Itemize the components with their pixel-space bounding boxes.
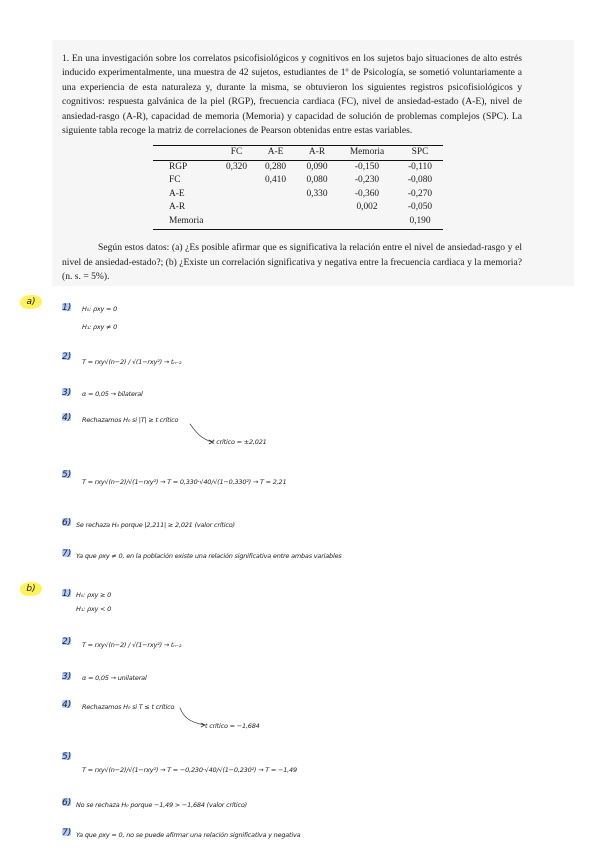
hw-line: T = rxy√(n−2)/√(1−rxy²) → T = −0,230·√40/√(1−0,230²) → T = −1,49 bbox=[82, 766, 297, 774]
hw-line: H₁: ρxy ≠ 0 bbox=[82, 323, 118, 331]
table-cell: 0,090 bbox=[306, 161, 328, 172]
problem-statement: 1. En una investigación sobre los correlatos psicofisiológicos y cognitivos en los sujetos bajo situaciones de alto estrés inducido experimentalmente, una muestra de 42 sujetos, estudiantes de 1º de Psicología, se sometió voluntariamente a una experiencia de esta naturaleza y, durante la misma, se obtuvieron los siguientes registros psicofisiológicos y cognitivos: respuesta galvánica de la piel (RGP), frecuencia cardiaca (FC), nivel de ansiedad-estado (A-E), nivel de ansiedad-rasgo (A-R), capacidad de memoria (Memoria) y capacidad de solución de problemas complejos (SPC). La siguiente tabla recoge la matriz de correlaciones de Pearson obtenidas entre estas variables. bbox=[62, 53, 522, 137]
hw-step-number: 6) bbox=[62, 518, 72, 528]
hw-step-number: 5) bbox=[62, 470, 72, 480]
table-cell: 0,080 bbox=[306, 175, 328, 186]
table-header-cell: SPC bbox=[397, 146, 443, 161]
table-cell: 0,280 bbox=[264, 161, 287, 172]
hw-step-number: 6) bbox=[62, 798, 72, 808]
table-header-cell: FC bbox=[219, 146, 254, 161]
hw-step-number: 4) bbox=[62, 413, 72, 423]
hw-step-number: 2) bbox=[62, 352, 72, 362]
arrow-stroke-b bbox=[180, 708, 204, 725]
table-header-cell: A-E bbox=[254, 146, 297, 161]
table-cell: 0,410 bbox=[264, 175, 287, 186]
hw-step-number: 1) bbox=[62, 589, 72, 599]
hw-line: α = 0,05 → bilateral bbox=[82, 390, 143, 398]
table-cell: Memoria bbox=[153, 215, 219, 229]
hw-line: Ya que ρxy = 0, no se puede afirmar una relación significativa y negativa bbox=[76, 831, 301, 839]
hw-step-number: 2) bbox=[62, 637, 72, 647]
hw-line: t crítico = ±2,021 bbox=[212, 438, 267, 446]
table-cell: -0,080 bbox=[407, 175, 433, 186]
hw-line: H₀: ρxy ≥ 0 bbox=[76, 591, 112, 599]
hw-step-number: 3) bbox=[62, 388, 72, 398]
table-cell: RGP bbox=[169, 161, 188, 172]
part-b-highlight: b) bbox=[20, 582, 42, 596]
table-cell: -0,050 bbox=[407, 202, 433, 213]
hw-line: Ya que ρxy ≠ 0, en la población existe una relación significativa entre ambas variables bbox=[76, 552, 342, 560]
hw-line: T = rxy√(n−2) / √(1−rxy²) → tₙ₋₂ bbox=[82, 641, 182, 649]
table-cell: 0,330 bbox=[306, 188, 328, 199]
hw-step-number: 3) bbox=[62, 672, 72, 682]
hw-step-number: 7) bbox=[62, 549, 72, 559]
hw-line: t crítico = −1,684 bbox=[205, 722, 260, 730]
table-header-cell: Memoria bbox=[337, 146, 397, 161]
table-cell: A-R bbox=[169, 202, 186, 213]
table-cell: 0,002 bbox=[356, 202, 378, 213]
hw-line: H₁: ρxy < 0 bbox=[76, 605, 112, 613]
hw-step-number: 1) bbox=[62, 303, 72, 313]
table-cell: 0,190 bbox=[397, 215, 443, 229]
hw-line: T = rxy√(n−2) / √(1−rxy²) → tₙ₋₂ bbox=[82, 358, 182, 366]
hw-line: α = 0,05 → unilateral bbox=[82, 674, 147, 682]
hw-line: No se rechaza H₀ porque −1,49 > −1,684 (valor crítico) bbox=[76, 801, 248, 809]
hw-line: Rechazamos H₀ si T ≤ t crítico bbox=[82, 703, 175, 711]
arrow-stroke-a bbox=[190, 424, 212, 442]
table-cell: -0,150 bbox=[354, 161, 380, 172]
table-cell: A-E bbox=[169, 188, 185, 199]
hw-line: Rechazamos H₀ si |T| ≥ t crítico bbox=[82, 416, 179, 424]
table-cell: -0,270 bbox=[407, 188, 433, 199]
hw-step-number: 7) bbox=[62, 828, 72, 838]
hw-line: H₀: ρxy = 0 bbox=[82, 305, 118, 313]
hw-line: Se rechaza H₀ porque |2,211| ≥ 2,021 (valor crítico) bbox=[76, 521, 235, 529]
table-cell: -0,110 bbox=[408, 161, 432, 172]
table-cell: 0,320 bbox=[225, 161, 248, 172]
hw-step-number: 4) bbox=[62, 700, 72, 710]
table-header-cell: A-R bbox=[297, 146, 337, 161]
table-cell: FC bbox=[169, 175, 181, 186]
hw-step-number: 5) bbox=[62, 752, 72, 762]
part-a-highlight: a) bbox=[20, 295, 42, 309]
problem-question: Según estos datos: (a) ¿Es posible afirmar que es significativa la relación entre el nivel de ansiedad-rasgo y el nivel de ansiedad-estado?; (b) ¿Existe un correlación significativa y negativa entre la frecuencia cardiaca y la memoria? (n. s. = 5%). bbox=[62, 242, 522, 283]
table-cell: -0,360 bbox=[354, 188, 380, 199]
hw-line: T = rxy√(n−2)/√(1−rxy²) → T = 0,330·√40/√(1−0,330²) → T = 2,21 bbox=[82, 478, 287, 486]
table-cell: -0,230 bbox=[354, 175, 380, 186]
